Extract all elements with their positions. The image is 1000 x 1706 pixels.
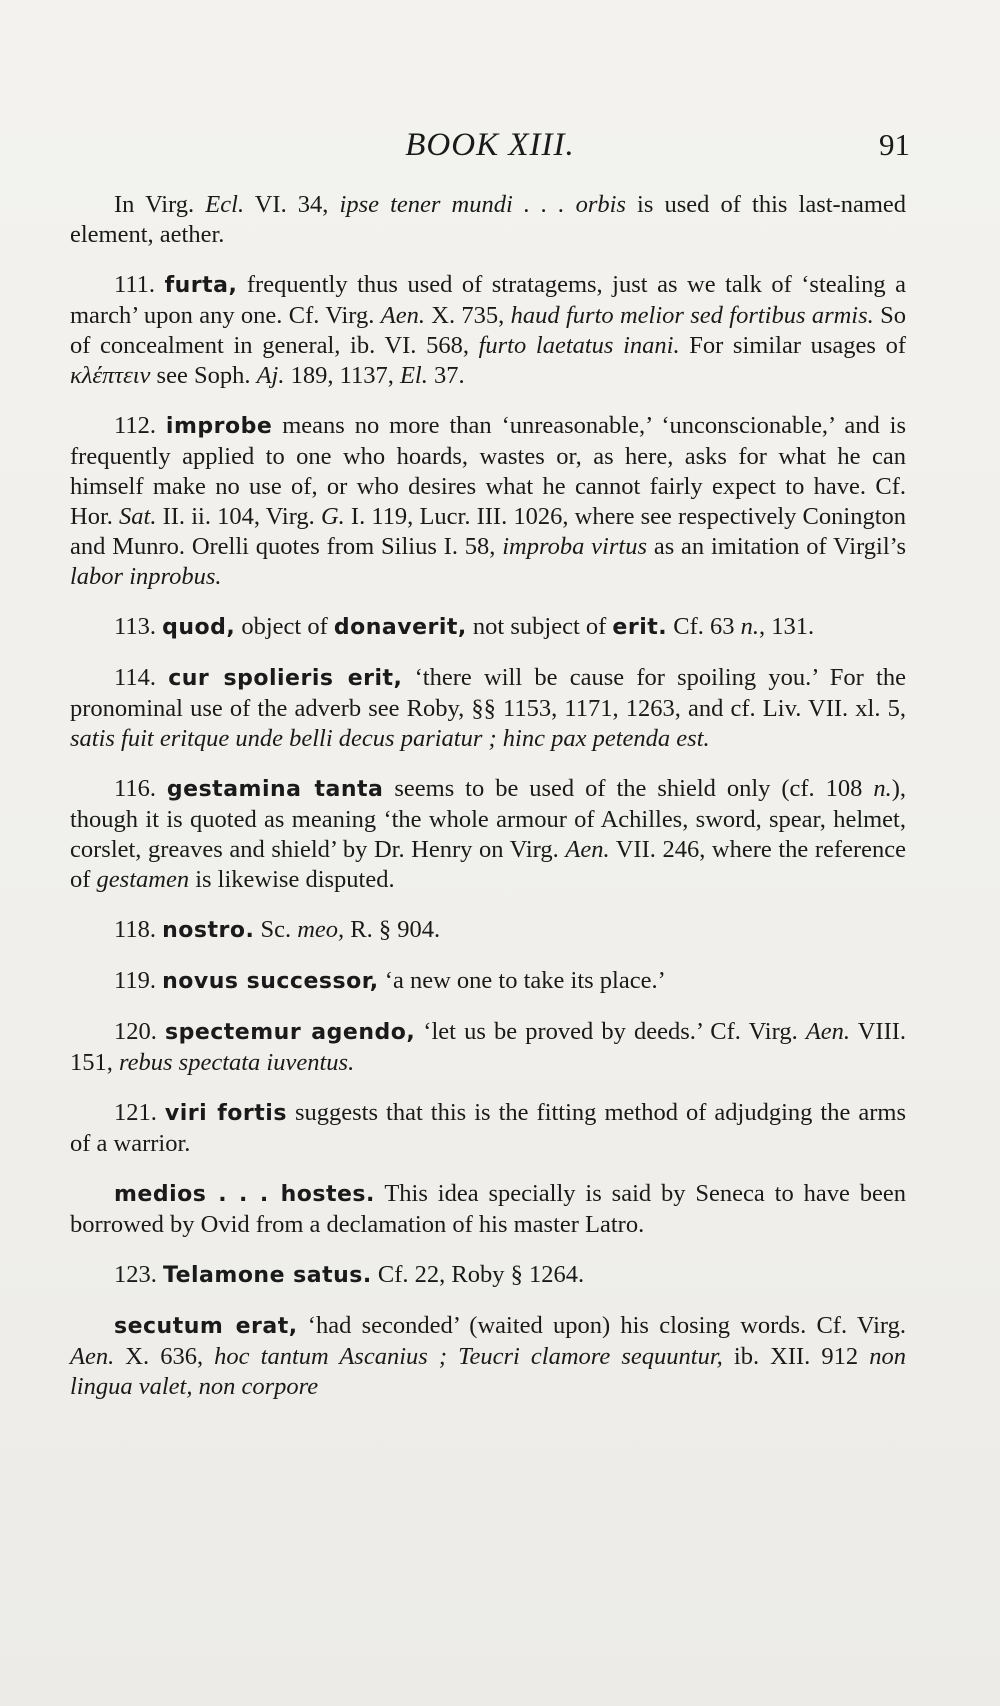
commentary-note bbox=[70, 1311, 906, 1402]
note-text: 121. bbox=[114, 1099, 165, 1126]
italic-text: El. bbox=[399, 362, 428, 389]
note-text: 37. bbox=[427, 362, 465, 389]
commentary-note bbox=[70, 270, 906, 391]
note-text: seems to be used of the shield only (cf. 108 bbox=[383, 775, 874, 802]
note-text: For similar usages of bbox=[679, 332, 907, 359]
lemma: secutum erat, bbox=[114, 1314, 298, 1339]
lemma: gestamina tanta bbox=[166, 777, 384, 802]
note-text: So of concealment in general, ib. VI. 568, bbox=[70, 302, 906, 359]
commentary-note bbox=[70, 1179, 906, 1240]
note-text: 113. bbox=[114, 613, 163, 640]
note-text: ‘had seconded’ (waited upon) his closing words. Cf. Virg. bbox=[297, 1312, 906, 1339]
lemma: Telamone satus. bbox=[163, 1263, 372, 1288]
italic-text: hoc tantum Ascanius ; Teucri clamore sequuntur, bbox=[214, 1343, 723, 1370]
italic-text: satis fuit eritque unde belli decus pariatur ; hinc pax petenda est. bbox=[70, 725, 710, 752]
italic-text: haud furto melior sed fortibus armis. bbox=[510, 302, 874, 329]
note-text: X. 636, bbox=[114, 1343, 215, 1370]
commentary-note bbox=[70, 1017, 906, 1078]
note-text: 123. bbox=[114, 1261, 163, 1288]
italic-text: κλέπτειν bbox=[70, 362, 151, 389]
italic-text: meo, bbox=[297, 916, 345, 943]
note-text: 111. bbox=[114, 271, 165, 298]
commentary-note bbox=[70, 915, 906, 946]
lemma: viri fortis bbox=[164, 1101, 287, 1126]
note-text: ‘there will be cause for spoiling you.’ For the pronominal use of the adverb see Roby, §§ 1153, 1171, 1263, and cf. Liv. VII. xl. 5, bbox=[70, 664, 906, 722]
note-text: is used of this last-named element, aether. bbox=[70, 191, 906, 248]
lemma: cur spolieris erit, bbox=[168, 666, 403, 691]
note-text: X. 735, bbox=[424, 302, 511, 329]
italic-text: n. bbox=[740, 613, 759, 640]
note-text: 189, 1137, bbox=[284, 362, 400, 389]
note-text: R. § 904. bbox=[344, 916, 441, 943]
note-text: ib. XII. 912 bbox=[722, 1343, 870, 1370]
note-text: means no more than ‘unreasonable,’ ‘unconscionable,’ and is frequently applied to one who hoards, wastes or, as here, asks for what he can himself make no use of, or who desires what he cannot fairly expect to have. Cf. Hor. bbox=[70, 412, 906, 530]
note-text: I. 119, Lucr. III. 1026, where see respectively Conington and Munro. Orelli quotes from Silius I. 58, bbox=[70, 503, 907, 560]
note-text: , 131. bbox=[758, 613, 815, 640]
italic-text: gestamen bbox=[96, 866, 190, 893]
italic-text: Aen. bbox=[380, 302, 425, 329]
lemma: quod, bbox=[162, 615, 236, 640]
note-text: This idea specially is said by Seneca to have been borrowed by Ovid from a declamation of his master Latro. bbox=[70, 1180, 907, 1238]
note-text: 119. bbox=[114, 967, 163, 994]
commentary-note bbox=[70, 1098, 906, 1159]
lemma: medios . . . hostes. bbox=[114, 1182, 375, 1207]
commentary-note bbox=[70, 663, 906, 754]
italic-text: labor inprobus. bbox=[70, 563, 222, 590]
italic-text: Aen. bbox=[565, 836, 610, 863]
lemma: erit. bbox=[612, 615, 668, 640]
note-text: ‘let us be proved by deeds.’ Cf. Virg. bbox=[415, 1018, 806, 1045]
lemma: improbe bbox=[165, 414, 273, 439]
page-header bbox=[70, 127, 910, 173]
lemma: novus successor, bbox=[162, 969, 379, 994]
note-text: 116. bbox=[114, 775, 167, 802]
italic-text: furto laetatus inani. bbox=[478, 332, 680, 359]
note-text: Sc. bbox=[254, 916, 298, 943]
running-head: BOOK XIII. bbox=[405, 127, 575, 163]
italic-text: rebus spectata iuventus. bbox=[119, 1049, 355, 1076]
italic-text: non lingua valet, non corpore bbox=[70, 1343, 906, 1400]
note-text: 112. bbox=[114, 412, 166, 439]
note-text: VI. 34, bbox=[244, 191, 340, 218]
note-text: is likewise disputed. bbox=[189, 866, 395, 893]
commentary-note bbox=[70, 774, 906, 895]
commentary-body bbox=[70, 190, 906, 1422]
page-number: 91 bbox=[879, 127, 910, 162]
italic-text: G. bbox=[320, 503, 345, 530]
commentary-note bbox=[70, 966, 906, 997]
commentary-note bbox=[70, 612, 906, 643]
note-text: as an imitation of Virgil’s bbox=[647, 533, 907, 560]
note-text: VII. 246, where the reference of bbox=[70, 836, 906, 893]
lemma: donaverit, bbox=[333, 615, 467, 640]
note-text: not subject of bbox=[466, 613, 613, 640]
italic-text: improba virtus bbox=[502, 533, 647, 560]
italic-text: Aj. bbox=[256, 362, 285, 389]
note-text: see Soph. bbox=[150, 362, 257, 389]
note-text: Cf. 22, Roby § 1264. bbox=[371, 1261, 585, 1288]
commentary-note bbox=[70, 190, 906, 250]
commentary-note bbox=[70, 411, 906, 592]
note-text: 114. bbox=[114, 664, 169, 691]
italic-text: Sat. bbox=[119, 503, 157, 530]
note-text: 120. bbox=[114, 1018, 165, 1045]
note-text: II. ii. 104, Virg. bbox=[156, 503, 321, 530]
note-text: suggests that this is the fitting method of adjudging the arms of a warrior. bbox=[70, 1099, 906, 1157]
note-text: frequently thus used of stratagems, just as we talk of ‘stealing a march’ upon any one. Cf. Virg. bbox=[70, 271, 906, 329]
note-text: 118. bbox=[114, 916, 163, 943]
note-text: object of bbox=[235, 613, 334, 640]
italic-text: Aen. bbox=[70, 1343, 115, 1370]
lemma: furta, bbox=[164, 273, 238, 298]
lemma: spectemur agendo, bbox=[164, 1020, 416, 1045]
note-text: VIII. 151, bbox=[70, 1018, 907, 1076]
note-text: In Virg. bbox=[114, 191, 206, 218]
commentary-note bbox=[70, 1260, 906, 1291]
italic-text: ipse tener mundi . . . orbis bbox=[339, 191, 626, 218]
italic-text: Ecl. bbox=[205, 191, 245, 218]
italic-text: n. bbox=[873, 775, 892, 802]
lemma: nostro. bbox=[162, 918, 255, 943]
note-text: Cf. 63 bbox=[667, 613, 741, 640]
note-text: ‘a new one to take its place.’ bbox=[378, 967, 666, 994]
note-text: ), though it is quoted as meaning ‘the whole armour of Achilles, sword, spear, helmet, corslet, greaves and shield’ by Dr. Henry on Virg. bbox=[70, 775, 906, 863]
italic-text: Aen. bbox=[805, 1018, 851, 1045]
